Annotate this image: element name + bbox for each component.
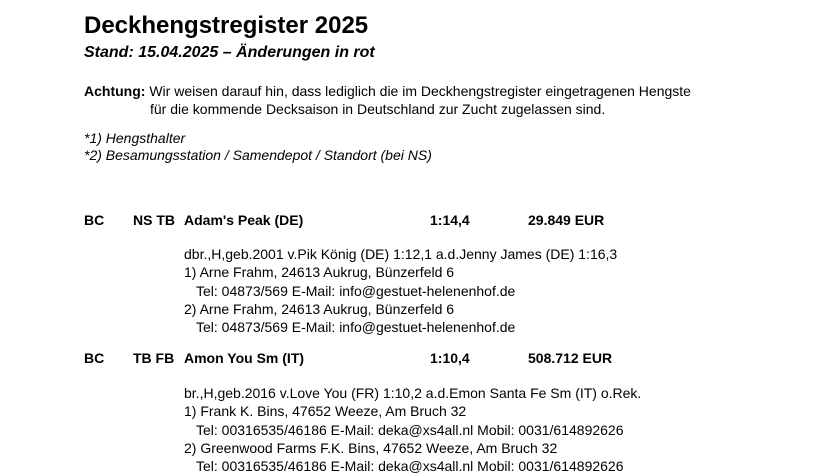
stallion-header-row <box>0 350 834 368</box>
notice-line-1: Wir weisen darauf hin, dass lediglich die im Deckhengstregister eingetragenen Hengste <box>145 83 691 99</box>
stallion-header-row <box>0 212 834 230</box>
stallion-name: Amon You Sm (IT) <box>184 350 305 366</box>
stallion-record-time: 1:10,4 <box>430 350 470 366</box>
stallion-code: BC <box>84 212 105 228</box>
stallion-earnings: 29.849 EUR <box>528 212 605 228</box>
stallion-station-contact: Tel: 00316535/46186 E-Mail: deka@xs4all.nl Mobil: 0031/614892626 <box>196 458 624 475</box>
stallion-owner-contact: Tel: 04873/569 E-Mail: info@gestuet-helenenhof.de <box>196 282 516 299</box>
stallion-station: 2) Arne Frahm, 24613 Aukrug, Bünzerfeld 6 <box>184 300 455 317</box>
notice-label: Achtung: <box>84 83 146 99</box>
stallion-owner: 1) Frank K. Bins, 47652 Weeze, Am Bruch 32 <box>184 403 467 420</box>
stallion-station: 2) Greenwood Farms F.K. Bins, 47652 Weeze, Am Bruch 32 <box>184 439 558 456</box>
stallion-details <box>0 384 834 475</box>
stallion-type: NS TB <box>133 212 175 228</box>
document-title: Deckhengstregister 2025 <box>84 12 369 39</box>
stallion-station-contact: Tel: 04873/569 E-Mail: info@gestuet-helenenhof.de <box>196 319 516 336</box>
stallion-earnings: 508.712 EUR <box>528 350 613 366</box>
stallion-pedigree: br.,H,geb.2016 v.Love You (FR) 1:10,2 a.d.Emon Santa Fe Sm (IT) o.Rek. <box>184 385 642 401</box>
stallion-details <box>0 245 834 336</box>
footnote-holder: *1) Hengsthalter <box>84 130 186 146</box>
footnote-station: *2) Besamungsstation / Samendepot / Standort (bei NS) <box>84 147 432 163</box>
notice-line-2: für die kommende Decksaison in Deutschland zur Zucht zugelassen sind. <box>150 101 606 117</box>
stallion-pedigree: dbr.,H,geb.2001 v.Pik König (DE) 1:12,1 a.d.Jenny James (DE) 1:16,3 <box>184 246 618 262</box>
stallion-type: TB FB <box>133 350 175 366</box>
stallion-record-time: 1:14,4 <box>430 212 470 228</box>
stallion-owner: 1) Arne Frahm, 24613 Aukrug, Bünzerfeld 6 <box>184 264 455 281</box>
stallion-owner-contact: Tel: 00316535/46186 E-Mail: deka@xs4all.nl Mobil: 0031/614892626 <box>196 421 624 438</box>
stallion-name: Adam's Peak (DE) <box>184 212 304 228</box>
notice <box>84 82 691 118</box>
stallion-code: BC <box>84 350 105 366</box>
document-subtitle: Stand: 15.04.2025 – Änderungen in rot <box>84 44 375 61</box>
